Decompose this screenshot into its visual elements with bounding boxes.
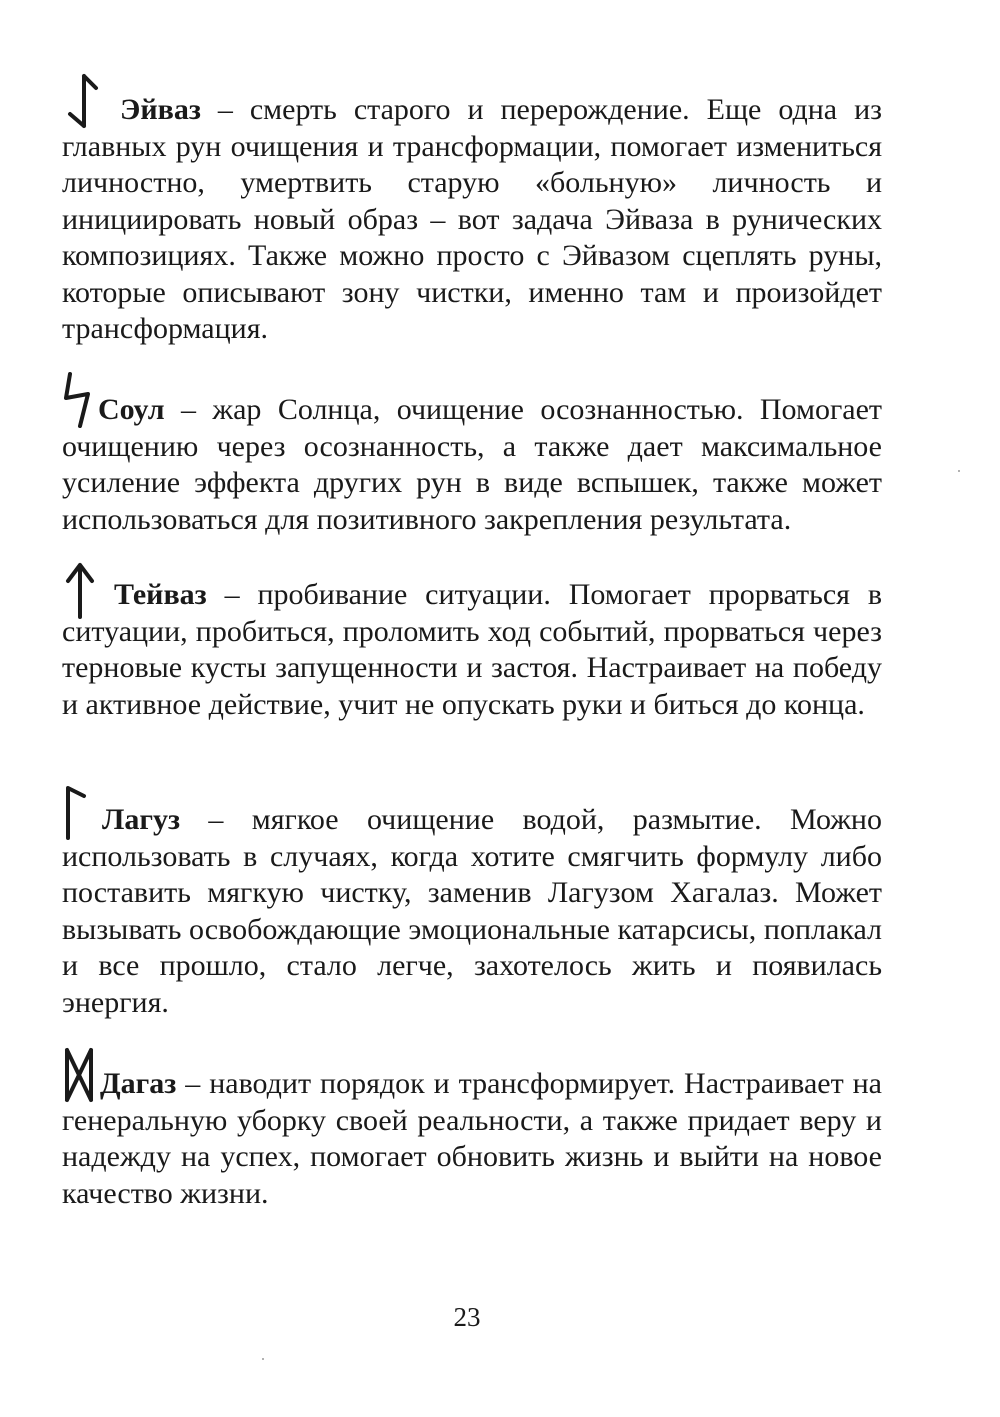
entry-text: – смерть старого и перерождение. Еще одна из главных рун очищения и трансформации, помогает измениться личностно, умертвить старую «больную» личность и инициировать новый образ – вот задача Эйваза в рунических композициях. Также можно просто с Эйвазом сцеплять руны, которые описывают зону чистки, именно там и произойдет трансформация. bbox=[62, 93, 882, 345]
rune-entry-eihwaz bbox=[62, 92, 882, 348]
entry-text: – пробивание ситуации. Помогает прорваться в ситуации, пробиться, проломить ход событий, прорваться через терновые кусты запущенности и застоя. Настраивает на победу и активное действие, учит не опускать руки и биться до конца. bbox=[62, 578, 882, 721]
rune-entry-laguz bbox=[62, 802, 882, 1021]
scan-speck bbox=[958, 470, 960, 472]
rune-entry-sowilo bbox=[62, 392, 882, 538]
entry-term: Дагаз bbox=[100, 1067, 177, 1100]
scan-speck bbox=[262, 1358, 264, 1360]
laguz-rune-icon bbox=[62, 782, 92, 842]
page-number: 23 bbox=[453, 1302, 481, 1332]
entry-text: – наводит порядок и трансформирует. Настраивает на генеральную уборку своей реальности, а также придает веру и надежду на успех, помогает обновить жизнь и выйти на новое качество жизни. bbox=[62, 1067, 882, 1210]
entry-term: Эйваз bbox=[120, 93, 201, 126]
sowilo-rune-icon bbox=[62, 370, 98, 430]
eihwaz-rune-icon bbox=[62, 72, 106, 130]
tiwaz-rune-icon bbox=[62, 559, 98, 621]
entry-text: – мягкое очищение водой, размытие. Можно использовать в случаях, когда хотите смягчить формулу либо поставить мягкую чистку, заменив Лагузом Хагалаз. Может вызывать освобождающие эмоциональные катарсисы, поплакал и все прошло, стало легче, захотелось жить и появилась энергия. bbox=[62, 803, 882, 1019]
entry-term: Тейваз bbox=[114, 578, 207, 611]
dagaz-rune-icon bbox=[62, 1046, 96, 1104]
rune-entry-tiwaz bbox=[62, 577, 882, 723]
rune-entry-dagaz bbox=[62, 1066, 882, 1212]
entry-text: – жар Солнца, очищение осознанностью. Помогает очищению через осознанность, а также дает максимальное усиление эффекта других рун в виде вспышек, также может использоваться для позитивного закрепления результата. bbox=[62, 393, 882, 536]
entry-term: Лагуз bbox=[102, 803, 181, 836]
entry-term: Соул bbox=[98, 393, 165, 426]
